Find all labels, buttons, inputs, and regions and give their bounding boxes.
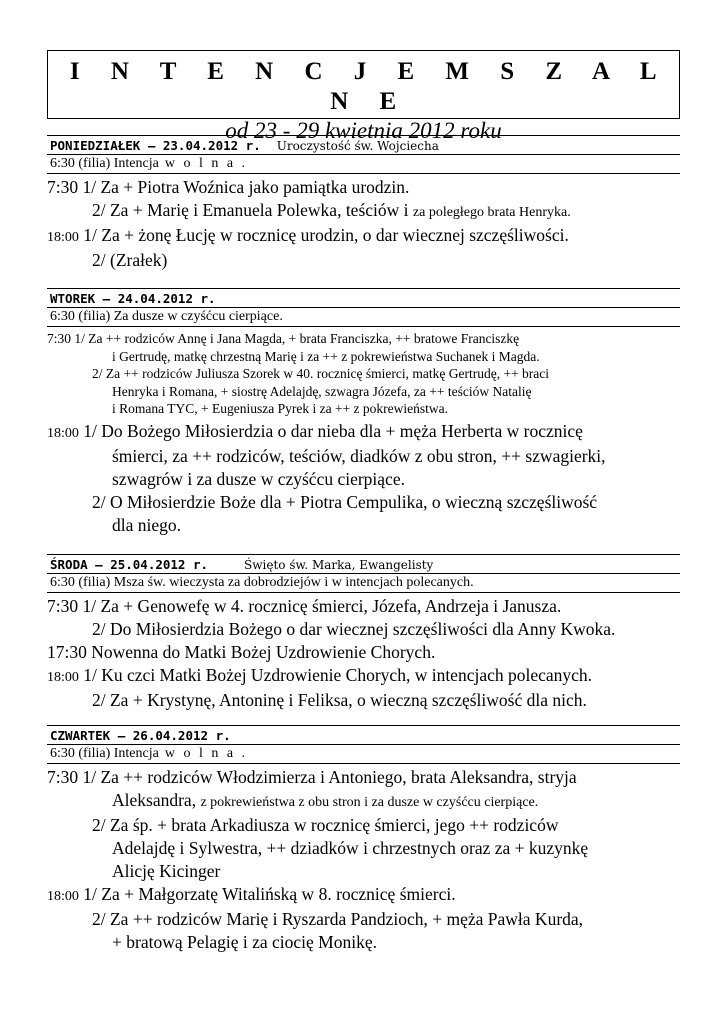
intention-line: 17:30 Nowenna do Matki Bożej Uzdrowienie Chorych.	[47, 642, 436, 662]
intention-line: 2/ O Miłosierdzie Boże dla + Piotra Cempulika, o wieczną szczęśliwość	[92, 491, 598, 512]
intention-line: Alicję Kicinger	[112, 861, 221, 881]
day-header	[47, 135, 680, 155]
day-title: WTOREK – 24.04.2012 r.	[50, 291, 216, 306]
filia-text: 6:30 (filia) Za dusze w czyśćcu cierpiące.	[50, 309, 283, 324]
intention-line: 18:00 1/ Ku czci Matki Bożej Uzdrowienie Chorych, w intencjach polecanych.	[47, 665, 593, 685]
feast-name: Uroczystość św. Wojciecha	[276, 139, 439, 153]
intention-line: 7:30 1/ Za + Genowefę w 4. rocznicę śmierci, Józefa, Andrzeja i Janusza.	[47, 596, 562, 616]
intention-line: 2/ Do Miłosierdzia Bożego o dar wiecznej szczęśliwości dla Anny Kwoka.	[92, 619, 616, 639]
intention-line: + bratową Pelagię i za ciocię Monikę.	[112, 932, 377, 952]
filia-line	[47, 155, 680, 174]
intention-line: i Romana TYC, + Eugeniusza Pyrek i za ++ z pokrewieństwa.	[112, 401, 449, 416]
intention-line: 2/ Za + Marię i Emanuela Polewka, teściów i za poległego brata Henryka.	[92, 200, 571, 220]
intention-line: szwagrów i za dusze w czyśćcu cierpiące.	[112, 468, 405, 489]
intention-line: Adelajdę i Sylwestra, ++ dziadków i chrzestnych oraz za + kuzynkę	[112, 838, 589, 858]
filia-text: 6:30 (filia) Msza św. wieczysta za dobrodziejów i w intencjach polecanych.	[50, 575, 474, 590]
day-header	[47, 554, 680, 574]
filia-line	[47, 308, 680, 327]
day-header	[47, 725, 680, 745]
intention-line: Aleksandra, z pokrewieństwa z obu stron i za dusze w czyśćcu cierpiące.	[112, 790, 539, 810]
filia-text: 6:30 (filia) Intencja	[50, 156, 159, 171]
page-title: I N T E N C J E M S Z A L N E	[69, 58, 670, 115]
intention-line: 7:30 1/ Za ++ rodziców Annę i Jana Magda, + brata Franciszka, ++ bratowe Franciszkę	[47, 331, 520, 346]
intention-line: 18:00 1/ Za + Małgorzatę Witalińską w 8. rocznicę śmierci.	[47, 884, 456, 904]
intention-line: Henryka i Romana, + siostrę Adelajdę, szwagra Józefa, za ++ teściów Natalię	[112, 383, 532, 399]
intention-line: 2/ Za ++ rodziców Juliusza Szorek w 40. rocznicę śmierci, matkę Gertrudę, ++ braci	[92, 366, 550, 381]
section-tuesday	[47, 288, 680, 536]
intention-line: 18:00 1/ Za + żonę Łucję w rocznicę urodzin, o dar wiecznej szczęśliwości.	[47, 225, 569, 245]
section-monday	[47, 135, 680, 271]
intention-line: 2/ Za śp. + brata Arkadiusza w rocznicę śmierci, jego ++ rodziców	[92, 815, 559, 835]
day-title: PONIEDZIAŁEK – 23.04.2012 r.	[50, 138, 261, 153]
intention-line: 18:00 1/ Do Bożego Miłosierdzia o dar nieba dla + męża Herberta w rocznicę	[47, 420, 583, 441]
intention-line: 2/ (Zrałek)	[92, 250, 168, 270]
day-header	[47, 288, 680, 308]
filia-free: w o l n a .	[164, 156, 248, 171]
day-title: ŚRODA – 25.04.2012 r.	[50, 557, 209, 572]
intention-line: 2/ Za ++ rodziców Marię i Ryszarda Pandzioch, + męża Pawła Kurda,	[92, 909, 584, 929]
intention-line: 7:30 1/ Za + Piotra Woźnica jako pamiątka urodzin.	[47, 177, 410, 197]
section-thursday	[47, 725, 680, 953]
page-subtitle: od 23 - 29 kwietnia 2012 roku	[225, 118, 502, 143]
filia-free: w o l n a .	[164, 746, 248, 761]
filia-line	[47, 745, 680, 764]
intention-line: 7:30 1/ Za ++ rodziców Włodzimierza i Antoniego, brata Aleksandra, stryja	[47, 767, 577, 787]
feast-name: Święto św. Marka, Ewangelisty	[244, 558, 434, 572]
intention-line: śmierci, za ++ rodziców, teściów, diadków z obu stron, ++ szwagierki,	[112, 445, 606, 466]
intention-line: i Gertrudę, matkę chrzestną Marię i za ++ z pokrewieństwa Suchanek i Magda.	[112, 348, 540, 364]
section-wednesday	[47, 554, 680, 711]
filia-line	[47, 574, 680, 593]
day-title: CZWARTEK – 26.04.2012 r.	[50, 728, 231, 743]
intention-line: 2/ Za + Krystynę, Antoninę i Feliksa, o wieczną szczęśliwość dla nich.	[92, 690, 587, 710]
intention-line: dla niego.	[112, 514, 182, 535]
filia-text: 6:30 (filia) Intencja	[50, 746, 159, 761]
title-box	[47, 50, 680, 143]
